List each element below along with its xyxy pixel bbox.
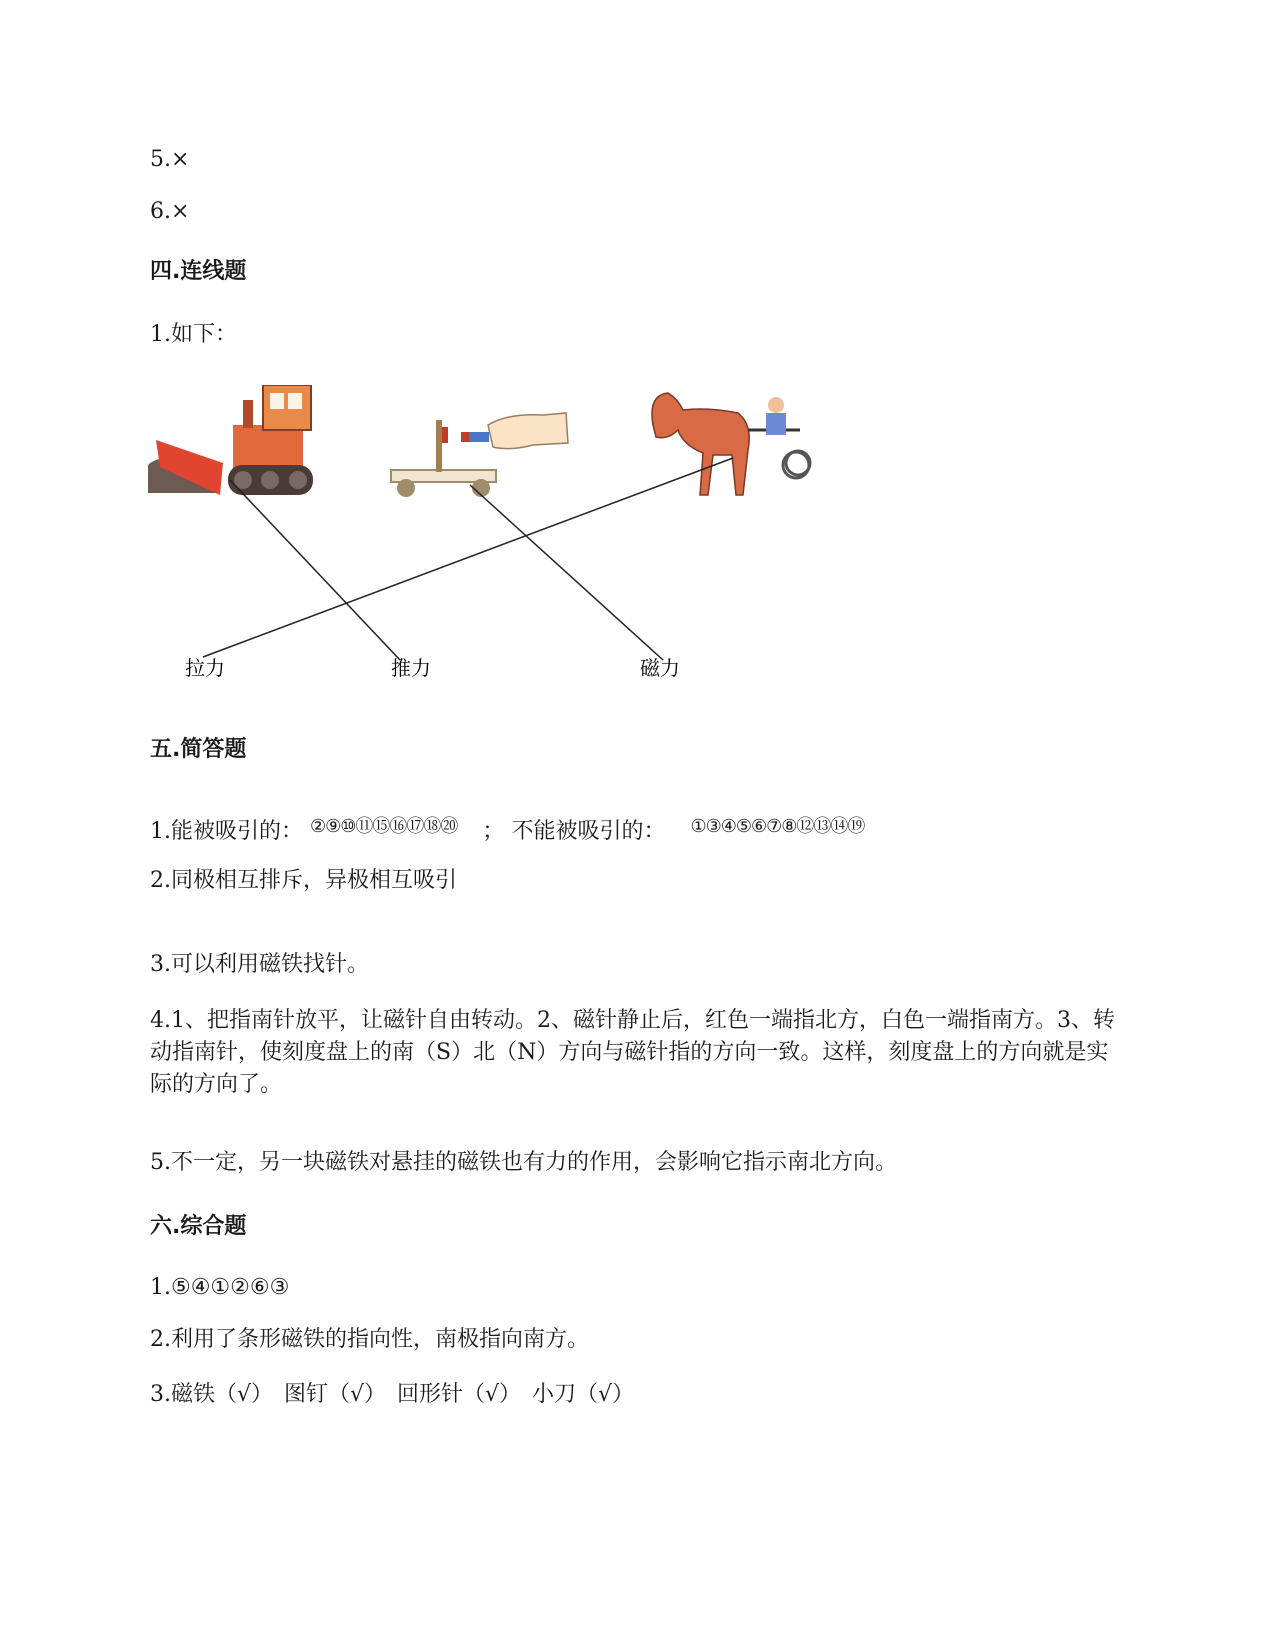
section-5-item-3: 3.可以利用磁铁找针。	[150, 952, 369, 977]
section-4-heading: 四.连线题	[150, 259, 247, 284]
attracted-label: 1.能被吸引的：	[150, 819, 303, 844]
bulldozer-picture	[148, 385, 313, 495]
separator: ；	[482, 819, 505, 844]
not-attracted-label: 不能被吸引的：	[511, 819, 666, 844]
section-4-item-1: 1.如下：	[150, 322, 237, 347]
label-magnetic: 磁力	[640, 656, 680, 680]
answer-5: 5.×	[150, 147, 190, 172]
label-push: 推力	[391, 656, 431, 680]
attracted-marks: ②⑨⑩⑪⑮⑯⑰⑱⑳	[310, 816, 458, 837]
matching-figure	[148, 385, 848, 700]
label-pull: 拉力	[185, 656, 225, 680]
section-5-heading: 五.简答题	[150, 737, 247, 762]
section-5-item-4: 4.1、把指南针放平，让磁针自由转动。2、磁针静止后，红色一端指北方，白色一端指南方。3、转动指南针，使刻度盘上的南（S）北（N）方向与磁针指的方向一致。这样，刻度盘上的方向就是实际的方向了。	[150, 1008, 1115, 1097]
not-attracted-marks: ①③④⑤⑥⑦⑧⑫⑬⑭⑲	[690, 816, 865, 837]
magnet-cart-picture	[391, 413, 568, 497]
section-6-item-3: 3.磁铁（√） 图钉（√） 回形针（√） 小刀（√）	[150, 1382, 635, 1407]
section-6-item-1: 1.⑤④①②⑥③	[150, 1275, 290, 1300]
answer-6: 6.×	[150, 199, 190, 224]
match-line-cart	[470, 485, 663, 660]
section-6-item-2: 2.利用了条形磁铁的指向性，南极指向南方。	[150, 1327, 589, 1352]
section-6-heading: 六.综合题	[150, 1214, 247, 1239]
section-5-item-2: 2.同极相互排斥，异极相互吸引	[150, 868, 457, 893]
match-line-bulldozer	[230, 480, 400, 660]
section-5-item-5: 5.不一定，另一块磁铁对悬挂的磁铁也有力的作用，会影响它指示南北方向。	[150, 1150, 897, 1175]
section-5-item-1	[150, 812, 864, 847]
